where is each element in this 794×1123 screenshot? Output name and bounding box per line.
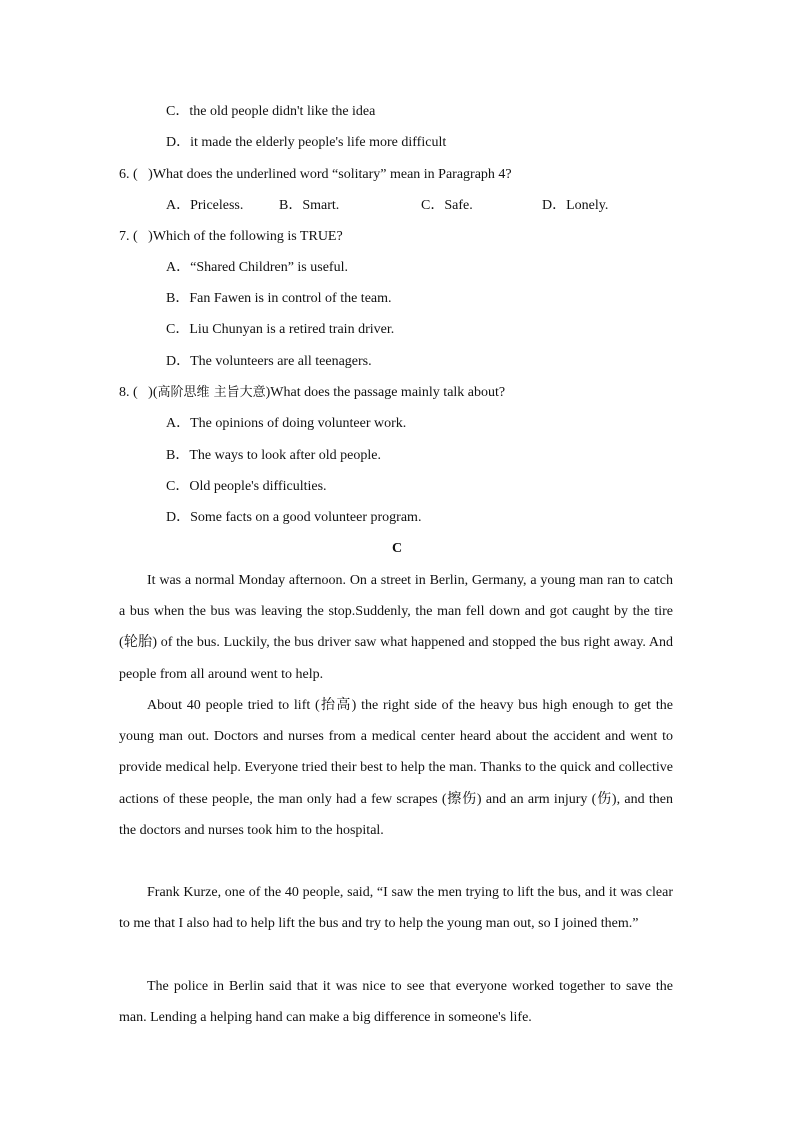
passage-paragraph-4: The police in Berlin said that it was nice to see that everyone worked together to save the man. Lending a helping hand can make a big difference in someone's life.: [119, 979, 673, 1026]
q8-option-b: B．The ways to look after old people.: [166, 448, 382, 463]
q5-option-c: C．the old people didn't like the idea: [166, 104, 376, 119]
q7-option-d: D．The volunteers are all teenagers.: [166, 354, 372, 369]
passage-paragraph-3: Frank Kurze, one of the 40 people, said, “I saw the men trying to lift the bus, and it was clear to me that I also had to help lift the bus and try to help the young man out, so I joined them.”: [119, 885, 673, 932]
q6-option-b: B．Smart.: [279, 198, 340, 213]
q8-stem-tag: 高阶思维 主旨大意: [157, 385, 266, 400]
q8-option-a: A．The opinions of doing volunteer work.: [166, 416, 407, 431]
q6-option-c: C．Safe.: [421, 198, 473, 213]
q7-stem: 7. ( )Which of the following is TRUE?: [119, 229, 343, 244]
q8-stem-prefix: 8. ( )(: [119, 385, 158, 400]
q7-option-b: B．Fan Fawen is in control of the team.: [166, 291, 392, 306]
q8-stem: [119, 384, 505, 402]
q7-option-c: C．Liu Chunyan is a retired train driver.: [166, 322, 395, 337]
passage-paragraph-2: About 40 people tried to lift (抬高) the right side of the heavy bus high enough to get the young man out. Doctors and nurses from a medical center heard about the accident and went to provide medical help. Everyone tried their best to help the man. Thanks to the quick and collective actions of these people, the man only had a few scrapes (擦伤) and an arm injury (伤), and then the doctors and nurses took him to the hospital.: [119, 698, 673, 838]
q8-option-d: D．Some facts on a good volunteer program.: [166, 510, 422, 525]
q6-option-a: A．Priceless.: [166, 198, 244, 213]
q6-stem: 6. ( )What does the underlined word “solitary” mean in Paragraph 4?: [119, 167, 512, 182]
q8-stem-suffix: )What does the passage mainly talk about?: [265, 385, 506, 400]
passage-paragraph-1: It was a normal Monday afternoon. On a street in Berlin, Germany, a young man ran to catch a bus when the bus was leaving the stop.Suddenly, the man fell down and got caught by the tire (轮胎) of the bus. Luckily, the bus driver saw what happened and stopped the bus right away. And people from all around went to help.: [119, 573, 673, 682]
q5-option-d: D．it made the elderly people's life more difficult: [166, 135, 447, 150]
q6-option-d: D．Lonely.: [542, 198, 609, 213]
section-title: C: [391, 541, 403, 556]
q7-option-a: A．“Shared Children” is useful.: [166, 260, 348, 275]
q8-option-c: C．Old people's difficulties.: [166, 479, 327, 494]
